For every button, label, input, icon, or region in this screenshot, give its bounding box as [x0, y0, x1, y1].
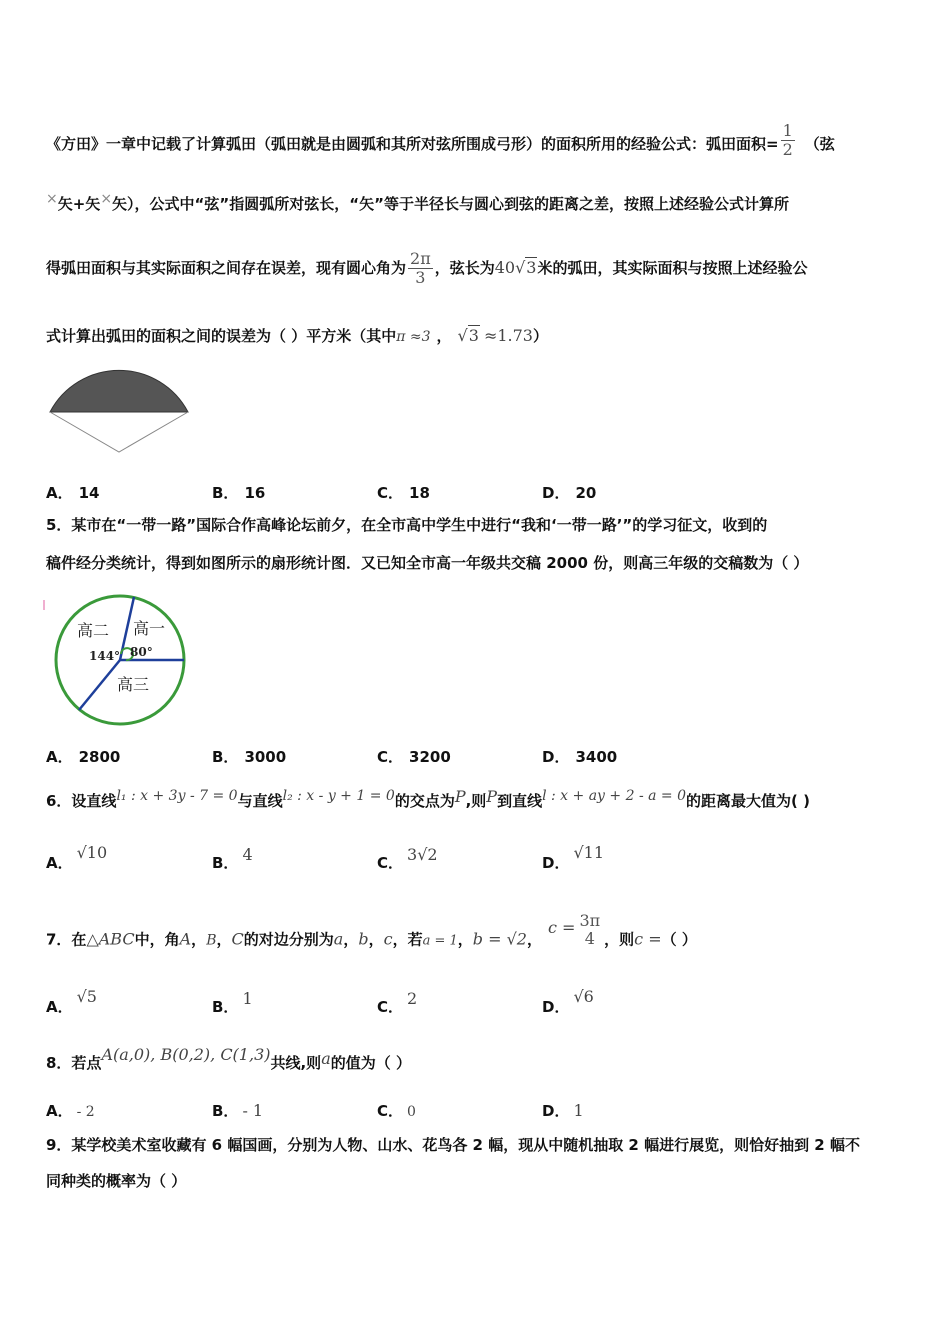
- q6-option-d-label: D．: [542, 854, 570, 872]
- sqrt3-approx: ≈1.73: [483, 326, 533, 345]
- pie-label-gao1: 高一: [133, 619, 166, 638]
- q5-option-b[interactable]: [212, 746, 286, 767]
- line-l1-equation: l₁ : x + 3y - 7 = 0: [116, 788, 238, 804]
- q8-option-a[interactable]: [46, 1100, 95, 1121]
- q8-option-b-label: B．: [212, 1102, 239, 1120]
- q4-text-2b: 矢），公式中“弦”指圆弧所对弦长，“矢”等于半径长与圆心到弦的距离之差，按照上述经验公式计算所: [112, 195, 789, 213]
- q5-option-a[interactable]: [46, 746, 120, 767]
- q7-option-c[interactable]: [377, 989, 418, 1017]
- q7-option-b[interactable]: [212, 989, 253, 1017]
- angle-a: A: [179, 929, 192, 949]
- q5-option-d-value: 3400: [575, 748, 618, 766]
- q6-option-b-value: 4: [242, 845, 253, 864]
- q5-option-b-label: B．: [212, 748, 239, 766]
- q7-option-b-value: 1: [242, 989, 253, 1008]
- q4-option-c-value: 18: [409, 484, 430, 502]
- times-mark-2: ×: [100, 191, 113, 207]
- q6-text-b: 与直线: [237, 792, 283, 810]
- points-abc: A(a,0), B(0,2), C(1,3): [101, 1045, 271, 1064]
- q7-text-j: （ ）: [661, 930, 697, 949]
- angle-c-den: 4: [584, 929, 595, 948]
- q6-line: [46, 787, 810, 813]
- q6-text-e: 到直线: [497, 792, 543, 810]
- arc-segment-shaded: [50, 370, 188, 412]
- ask-c: c =: [634, 929, 662, 949]
- q7-option-a-value: √5: [76, 987, 97, 1006]
- q7-line: [46, 911, 697, 958]
- q7-option-a[interactable]: [46, 987, 97, 1017]
- q8-line: [46, 1045, 411, 1074]
- angle-fraction: [408, 250, 433, 287]
- condition-c-lhs: c =: [548, 917, 576, 937]
- triangle-abc: △ABC: [86, 929, 135, 949]
- q4-line-2: [46, 188, 789, 215]
- angle-c-num: 3π: [579, 911, 601, 930]
- q4-line-1: [46, 121, 835, 163]
- q6-text-f: 的距离最大值为( ): [686, 792, 810, 810]
- q8-option-a-label: A．: [46, 1102, 73, 1120]
- side-a: a: [333, 929, 344, 949]
- q6-option-a[interactable]: [46, 843, 108, 873]
- q7-comma-1: ，: [191, 930, 207, 949]
- q4-option-a[interactable]: [46, 482, 99, 503]
- half-fraction: [781, 122, 795, 159]
- q4-option-b[interactable]: [212, 482, 265, 503]
- q7-text-i: ，则: [604, 930, 635, 949]
- q8-text-a: 8．若点: [46, 1054, 102, 1072]
- q7-option-d[interactable]: [542, 987, 594, 1017]
- q8-option-b-value: - 1: [242, 1101, 264, 1120]
- q6-option-a-value: √10: [76, 843, 108, 862]
- q5-option-d[interactable]: [542, 746, 617, 767]
- condition-a: a = 1: [422, 933, 458, 949]
- q4-line-4: [46, 325, 548, 348]
- q8-option-b[interactable]: [212, 1100, 263, 1121]
- q7-comma-2: ，: [216, 930, 232, 949]
- pie-label-gao2: 高二: [77, 621, 110, 640]
- pie-chart-figure: [40, 594, 196, 734]
- q5-line-1: 5．某市在“一带一路”国际合作高峰论坛前夕，在全市高中学生中进行“我和‘一带一路’”的学习征文，收到的: [46, 516, 768, 534]
- line-l2-equation: l₂ : x - y + 1 = 0: [282, 788, 395, 804]
- chord-rad: 3: [526, 258, 537, 277]
- q9-line-1: 9．某学校美术室收藏有 6 幅国画，分别为人物、山水、花鸟各 2 幅，现从中随机抽取 2 幅进行展览，则恰好抽到 2 幅不: [46, 1136, 860, 1154]
- pi-approx: π ≈3: [396, 329, 431, 345]
- q4-option-a-value: 14: [78, 484, 100, 502]
- q8-option-c-label: C．: [377, 1102, 404, 1120]
- q6-option-c-value: 3√2: [407, 845, 438, 864]
- q6-option-d[interactable]: [542, 843, 605, 873]
- times-mark-1: ×: [46, 191, 58, 207]
- q7-option-c-label: C．: [377, 998, 404, 1016]
- q7-comma-6: ，: [526, 930, 542, 949]
- q4-option-d-label: D．: [542, 484, 570, 502]
- side-c: c: [383, 929, 393, 949]
- q6-option-c-label: C．: [377, 854, 404, 872]
- q7-text-f: ，若: [392, 930, 423, 949]
- q4-text-3a: 得弧田面积与其实际面积之间存在误差，现有圆心角为: [46, 259, 407, 277]
- q4-option-a-label: A．: [46, 484, 73, 502]
- q7-option-c-value: 2: [407, 989, 418, 1008]
- condition-b: b = √2: [472, 929, 527, 949]
- q4-text-2a: 矢+矢: [57, 195, 101, 213]
- q6-text-c: 的交点为: [394, 792, 455, 810]
- q5-option-c[interactable]: [377, 746, 451, 767]
- q6-text-a: 6．设直线: [46, 792, 117, 810]
- q5-option-c-label: C．: [377, 748, 404, 766]
- var-a: a: [321, 1049, 331, 1068]
- half-den: 2: [782, 140, 793, 159]
- sector-triangle: [50, 412, 188, 452]
- angle-c-fraction: [577, 912, 602, 948]
- angle-b: B: [206, 932, 217, 949]
- pie-angle-144: 144°: [89, 649, 121, 663]
- q4-text-3b: ，弦长为: [434, 259, 495, 277]
- q4-option-c-label: C．: [377, 484, 404, 502]
- q4-text-4b: ，: [436, 327, 452, 345]
- q8-option-c-value: 0: [407, 1104, 416, 1120]
- point-p-2: P: [486, 787, 498, 806]
- q6-option-b[interactable]: [212, 845, 253, 873]
- q6-option-b-label: B．: [212, 854, 239, 872]
- q5-option-c-value: 3200: [409, 748, 451, 766]
- q6-option-a-label: A．: [46, 854, 73, 872]
- q4-option-d-value: 20: [575, 484, 597, 502]
- sqrt3-rad: 3: [468, 326, 479, 345]
- q5-option-b-value: 3000: [244, 748, 287, 766]
- angle-c: C: [231, 929, 244, 949]
- point-p: P: [454, 787, 466, 806]
- q8-option-a-value: - 2: [76, 1104, 95, 1120]
- q7-option-a-label: A．: [46, 998, 73, 1016]
- q8-option-d-value: 1: [573, 1101, 584, 1120]
- chord-coef: 40: [494, 258, 516, 277]
- q7-comma-4: ，: [368, 930, 384, 949]
- q8-text-b: 共线,则: [270, 1054, 322, 1072]
- q6-text-d: ,则: [465, 792, 487, 810]
- sqrt3: √3: [457, 326, 479, 345]
- q7-option-d-value: √6: [573, 987, 594, 1006]
- q7-text-a: 7．在: [46, 930, 87, 949]
- q4-option-c[interactable]: [377, 482, 430, 503]
- q7-comma-5: ，: [457, 930, 473, 949]
- q4-line-3: [46, 250, 808, 287]
- q4-option-d[interactable]: [542, 482, 596, 503]
- q7-text-b: 中，角: [134, 930, 180, 949]
- q4-text-1b: （弦: [804, 135, 835, 153]
- chord-length: 40√3: [494, 258, 537, 277]
- q7-comma-3: ，: [343, 930, 359, 949]
- q7-option-d-label: D．: [542, 998, 570, 1016]
- pie-angle-80: 80°: [130, 645, 153, 659]
- q4-text-1a: 《方田》一章中记载了计算弧田（弧田就是由圆弧和其所对弦所围成弓形）的面积所用的经验公式：弧田面积=: [46, 135, 779, 153]
- half-num: 1: [782, 121, 793, 140]
- q4-text-4c: ）: [532, 327, 548, 345]
- q9-line-2: 同种类的概率为（ ）: [46, 1172, 187, 1190]
- arc-field-figure: [46, 364, 194, 456]
- side-b: b: [358, 929, 369, 949]
- q5-option-a-label: A．: [46, 748, 73, 766]
- angle-num: 2π: [410, 249, 431, 268]
- q5-option-a-value: 2800: [78, 748, 121, 766]
- q4-option-b-label: B．: [212, 484, 239, 502]
- q5-line-2: 稿件经分类统计，得到如图所示的扇形统计图．又已知全市高一年级共交稿 2000 份，则高三年级的交稿数为（ ）: [46, 554, 809, 572]
- q6-option-c[interactable]: [377, 845, 438, 873]
- pie-label-gao3: 高三: [117, 675, 150, 694]
- q8-text-c: 的值为（ ）: [330, 1054, 411, 1072]
- q4-text-3c: 米的弧田，其实际面积与按照上述经验公: [537, 259, 808, 277]
- q8-option-d[interactable]: [542, 1100, 584, 1121]
- pie-radius-lowerleft: [79, 660, 120, 710]
- q8-option-c[interactable]: [377, 1100, 416, 1121]
- q4-text-4a: 式计算出弧田的面积之间的误差为（ ）平方米（其中: [46, 327, 397, 345]
- q5-option-d-label: D．: [542, 748, 570, 766]
- q8-option-d-label: D．: [542, 1102, 570, 1120]
- line-l-equation: l : x + ay + 2 - a = 0: [542, 788, 687, 804]
- q4-option-b-value: 16: [244, 484, 266, 502]
- q6-option-d-value: √11: [573, 843, 605, 862]
- q7-option-b-label: B．: [212, 998, 239, 1016]
- angle-den: 3: [415, 268, 426, 287]
- q7-text-d: 的对边分别为: [243, 930, 334, 949]
